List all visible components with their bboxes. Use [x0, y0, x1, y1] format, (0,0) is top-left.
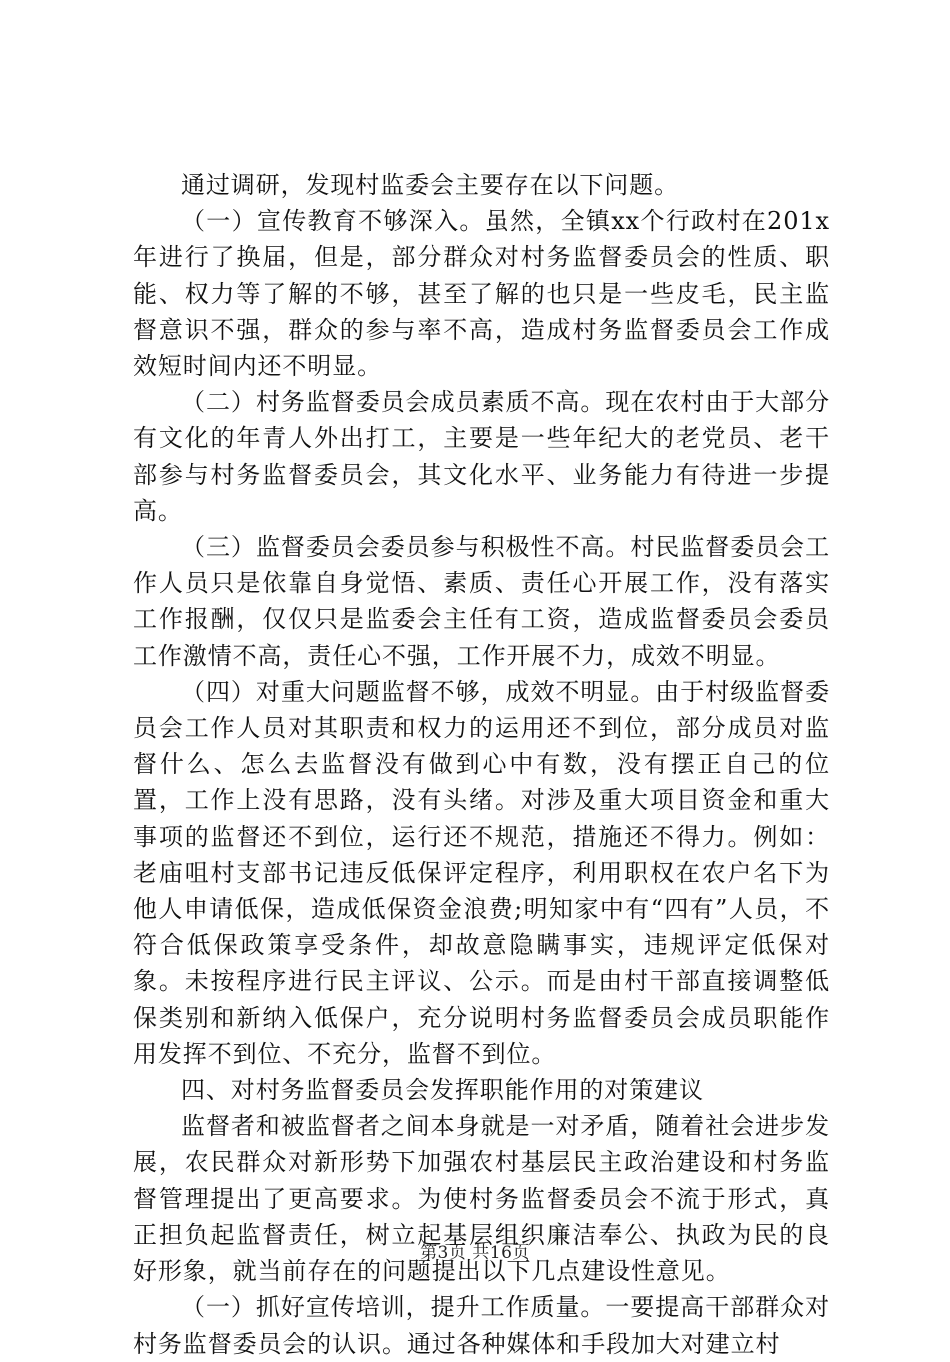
- section-heading-4: 四、对村务监督委员会发挥职能作用的对策建议: [181, 1076, 704, 1105]
- paragraph-measure-1: （一）抓好宣传培训，提升工作质量。一要提高干部群众对村务监督委员会的认识。通过各种媒体和手段加大对建立村: [133, 1293, 830, 1358]
- paragraph-intro: 通过调研，发现村监委会主要存在以下问题。: [181, 171, 679, 199]
- paragraph-issue-4: （四）对重大问题监督不够，成效不明显。由于村级监督委员会工作人员对其职责和权力的运用还不到位，部分成员对监督什么、怎么去监督没有做到心中有数，没有摆正自己的位置，工作上没有思路，没有头绪。对涉及重大项目资金和重大事项的监督还不到位，运行还不规范，措施还不得力。例如：老庙咀村支部书记违反低保评定程序，利用职权在农户名下为他人申请低保，造成低保资金浪费;明知家中有“四有”人员，不符合低保政策享受条件，却故意隐瞒事实，违规评定低保对象。未按程序进行民主评议、公示。而是由村干部直接调整低保类别和新纳入低保户，充分说明村务监督委员会成员职能作用发挥不到位、不充分，监督不到位。: [133, 677, 830, 1068]
- document-body: [133, 167, 830, 1362]
- paragraph-issue-3: （三）监督委员会委员参与积极性不高。村民监督委员会工作人员只是依靠自身觉悟、素质、责任心开展工作，没有落实工作报酬，仅仅只是监委会主任有工资，造成监督委员会委员工作激情不高，责任心不强，工作开展不力，成效不明显。: [133, 533, 830, 670]
- page-footer: 第3页 共16页: [420, 1243, 530, 1263]
- paragraph-issue-1: （一）宣传教育不够深入。虽然，全镇xx个行政村在201x年进行了换届，但是，部分群众对村务监督委员会的性质、职能、权力等了解的不够，甚至了解的也只是一些皮毛，民主监督意识不强，群众的参与率不高，造成村务监督委员会工作成效短时间内还不明显。: [133, 207, 830, 381]
- paragraph-section-4-intro: 监督者和被监督者之间本身就是一对矛盾，随着社会进步发展，农民群众对新形势下加强农村基层民主政治建设和村务监督管理提出了更高要求。为使村务监督委员会不流于形式，真正担负起监督责任，树立起基层组织廉洁奉公、执政为民的良好形象，就当前存在的问题提出以下几点建设性意见。: [133, 1112, 830, 1286]
- paragraph-issue-2: （二）村务监督委员会成员素质不高。现在农村由于大部分有文化的年青人外出打工，主要是一些年纪大的老党员、老干部参与村务监督委员会，其文化水平、业务能力有待进一步提高。: [133, 388, 830, 525]
